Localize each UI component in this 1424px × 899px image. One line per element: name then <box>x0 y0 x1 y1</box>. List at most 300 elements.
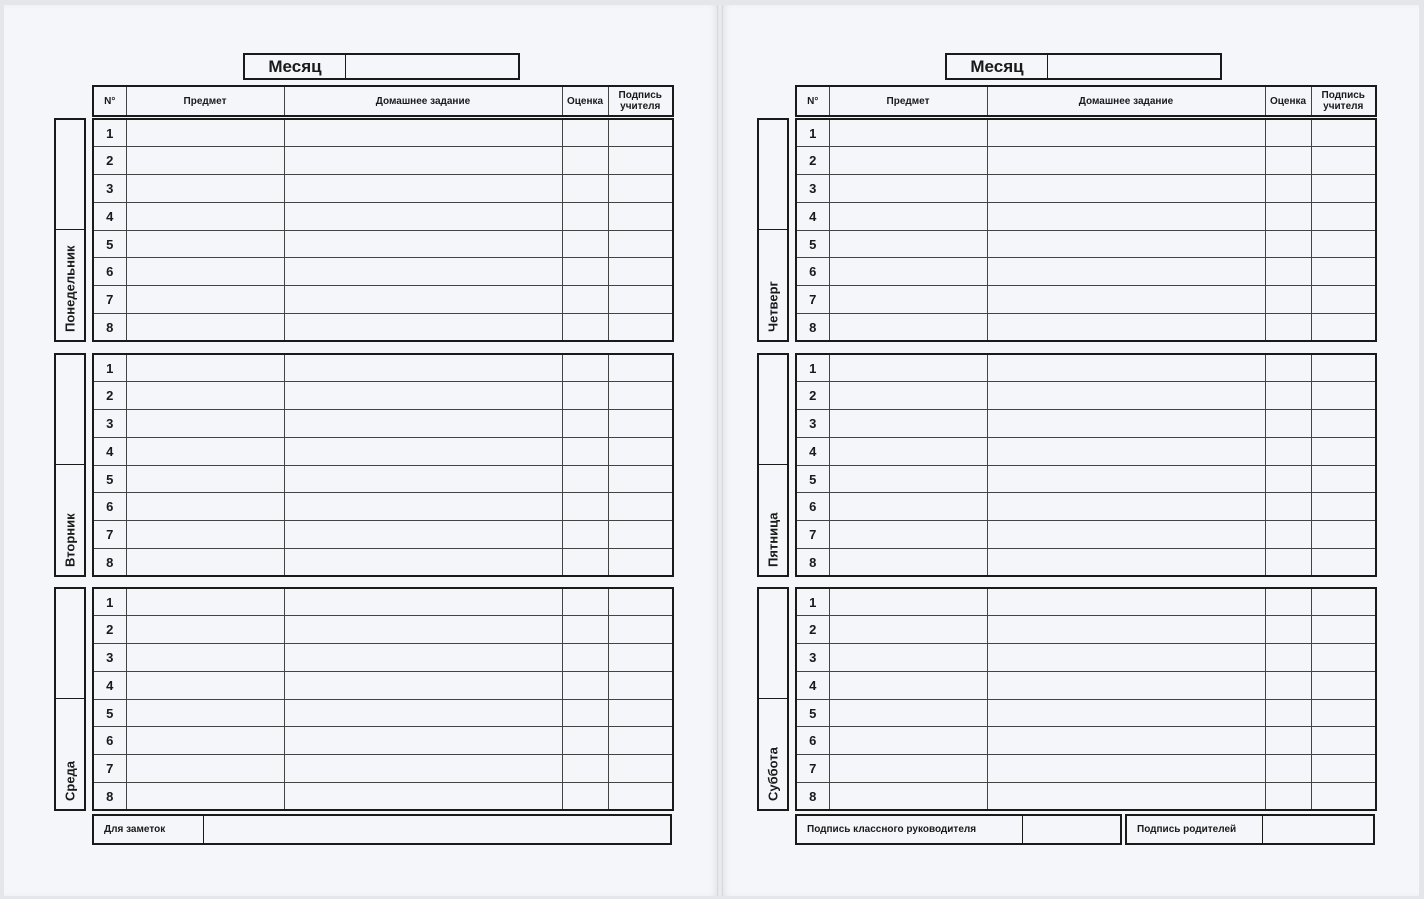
teacher-signature-cell[interactable] <box>608 616 673 644</box>
lesson-row <box>93 314 673 342</box>
lesson-row <box>93 699 673 727</box>
homework-cell[interactable] <box>987 354 1265 382</box>
header-homework: Домашнее задание <box>284 86 562 116</box>
subject-cell[interactable] <box>829 616 987 644</box>
grade-cell[interactable] <box>1265 119 1311 147</box>
subject-cell[interactable] <box>829 175 987 203</box>
homework-cell[interactable] <box>284 175 562 203</box>
homework-cell[interactable] <box>284 258 562 286</box>
lesson-row <box>93 521 673 549</box>
day-name: Пятница <box>765 512 781 567</box>
teacher-signature-cell[interactable] <box>608 382 673 410</box>
lesson-row <box>796 588 1376 616</box>
subject-cell[interactable] <box>829 230 987 258</box>
lesson-number: 6 <box>796 727 829 755</box>
grade-cell[interactable] <box>562 588 608 616</box>
grade-cell[interactable] <box>562 521 608 549</box>
teacher-signature-cell[interactable] <box>608 783 673 811</box>
homework-cell[interactable] <box>284 616 562 644</box>
lesson-number: 3 <box>796 410 829 438</box>
lesson-row <box>796 465 1376 493</box>
teacher-signature-cell[interactable] <box>1311 493 1376 521</box>
grade-cell[interactable] <box>562 549 608 577</box>
day-name: Среда <box>62 760 78 801</box>
teacher-signature-cell[interactable] <box>1311 410 1376 438</box>
lesson-number: 8 <box>93 783 126 811</box>
teacher-signature-cell[interactable] <box>608 119 673 147</box>
class-teacher-signature-field[interactable] <box>1023 816 1120 843</box>
subject-cell[interactable] <box>829 437 987 465</box>
homework-cell[interactable] <box>284 783 562 811</box>
teacher-signature-cell[interactable] <box>1311 465 1376 493</box>
lesson-row <box>93 644 673 672</box>
lesson-number: 7 <box>796 521 829 549</box>
grade-cell[interactable] <box>562 382 608 410</box>
grade-cell[interactable] <box>562 699 608 727</box>
grade-cell[interactable] <box>1265 286 1311 314</box>
grade-cell[interactable] <box>562 616 608 644</box>
homework-cell[interactable] <box>284 521 562 549</box>
teacher-signature-cell[interactable] <box>608 493 673 521</box>
lesson-number: 3 <box>93 175 126 203</box>
homework-cell[interactable] <box>987 437 1265 465</box>
subject-cell[interactable] <box>126 699 284 727</box>
grade-cell[interactable] <box>1265 230 1311 258</box>
lesson-row <box>93 286 673 314</box>
lesson-row <box>93 202 673 230</box>
header-number: N° <box>796 86 829 116</box>
day-tab-thursday <box>757 118 789 342</box>
homework-cell[interactable] <box>987 588 1265 616</box>
grade-cell[interactable] <box>562 437 608 465</box>
teacher-signature-cell[interactable] <box>608 588 673 616</box>
header-teacher-signature: Подпись учителя <box>1311 86 1376 116</box>
lesson-number: 2 <box>796 382 829 410</box>
teacher-signature-cell[interactable] <box>1311 382 1376 410</box>
header-teacher-signature: Подпись учителя <box>608 86 673 116</box>
lesson-number: 1 <box>93 588 126 616</box>
lesson-row <box>93 410 673 438</box>
homework-cell[interactable] <box>987 521 1265 549</box>
homework-cell[interactable] <box>987 727 1265 755</box>
header-number: N° <box>93 86 126 116</box>
day-table-saturday <box>795 587 1377 811</box>
month-label: Месяц <box>245 55 346 78</box>
subject-cell[interactable] <box>829 493 987 521</box>
teacher-signature-cell[interactable] <box>1311 644 1376 672</box>
homework-cell[interactable] <box>284 493 562 521</box>
teacher-signature-cell[interactable] <box>608 230 673 258</box>
tab-divider <box>56 698 84 699</box>
lesson-number: 2 <box>93 147 126 175</box>
lesson-number: 8 <box>796 314 829 342</box>
subject-cell[interactable] <box>829 783 987 811</box>
grade-cell[interactable] <box>1265 410 1311 438</box>
homework-cell[interactable] <box>987 783 1265 811</box>
lesson-number: 1 <box>93 354 126 382</box>
header-subject: Предмет <box>126 86 284 116</box>
subject-cell[interactable] <box>829 258 987 286</box>
teacher-signature-cell[interactable] <box>1311 699 1376 727</box>
grade-cell[interactable] <box>562 230 608 258</box>
teacher-signature-cell[interactable] <box>608 258 673 286</box>
notes-field[interactable] <box>204 816 670 843</box>
lesson-row <box>93 147 673 175</box>
grade-cell[interactable] <box>1265 202 1311 230</box>
lesson-number: 1 <box>93 119 126 147</box>
homework-cell[interactable] <box>987 644 1265 672</box>
subject-cell[interactable] <box>829 147 987 175</box>
grade-cell[interactable] <box>562 727 608 755</box>
teacher-signature-cell[interactable] <box>1311 755 1376 783</box>
subject-cell[interactable] <box>829 644 987 672</box>
lesson-number: 7 <box>93 521 126 549</box>
grade-cell[interactable] <box>1265 521 1311 549</box>
subject-cell[interactable] <box>126 119 284 147</box>
teacher-signature-cell[interactable] <box>608 465 673 493</box>
day-tab-saturday <box>757 587 789 811</box>
grade-cell[interactable] <box>562 354 608 382</box>
homework-cell[interactable] <box>284 549 562 577</box>
teacher-signature-cell[interactable] <box>608 410 673 438</box>
subject-cell[interactable] <box>126 465 284 493</box>
teacher-signature-cell[interactable] <box>1311 783 1376 811</box>
teacher-signature-cell[interactable] <box>608 202 673 230</box>
notebook-spine <box>717 5 723 896</box>
subject-cell[interactable] <box>126 175 284 203</box>
grade-cell[interactable] <box>562 783 608 811</box>
grade-cell[interactable] <box>562 175 608 203</box>
homework-cell[interactable] <box>987 699 1265 727</box>
grade-cell[interactable] <box>1265 588 1311 616</box>
teacher-signature-cell[interactable] <box>608 644 673 672</box>
lesson-number: 5 <box>93 699 126 727</box>
homework-cell[interactable] <box>284 644 562 672</box>
lesson-row <box>93 783 673 811</box>
grade-cell[interactable] <box>1265 382 1311 410</box>
lesson-number: 8 <box>93 549 126 577</box>
lesson-row <box>796 410 1376 438</box>
month-label: Месяц <box>947 55 1048 78</box>
teacher-signature-cell[interactable] <box>1311 727 1376 755</box>
subject-cell[interactable] <box>829 699 987 727</box>
grade-cell[interactable] <box>562 465 608 493</box>
day-table-friday <box>795 353 1377 577</box>
lesson-number: 3 <box>93 410 126 438</box>
tab-divider <box>56 229 84 230</box>
homework-cell[interactable] <box>284 354 562 382</box>
tab-divider <box>759 464 787 465</box>
lesson-row <box>93 354 673 382</box>
grade-cell[interactable] <box>1265 671 1311 699</box>
grade-cell[interactable] <box>1265 493 1311 521</box>
grade-cell[interactable] <box>1265 644 1311 672</box>
homework-cell[interactable] <box>987 258 1265 286</box>
homework-cell[interactable] <box>987 314 1265 342</box>
homework-cell[interactable] <box>987 382 1265 410</box>
lesson-number: 5 <box>93 465 126 493</box>
lesson-row <box>93 616 673 644</box>
teacher-signature-cell[interactable] <box>608 437 673 465</box>
lesson-number: 3 <box>93 644 126 672</box>
subject-cell[interactable] <box>829 588 987 616</box>
teacher-signature-cell[interactable] <box>1311 175 1376 203</box>
grade-cell[interactable] <box>562 410 608 438</box>
lesson-number: 5 <box>796 230 829 258</box>
subject-cell[interactable] <box>829 286 987 314</box>
grade-cell[interactable] <box>562 493 608 521</box>
homework-cell[interactable] <box>284 755 562 783</box>
lesson-row <box>93 437 673 465</box>
day-name: Четверг <box>765 281 781 332</box>
teacher-signature-cell[interactable] <box>1311 230 1376 258</box>
homework-cell[interactable] <box>284 410 562 438</box>
subject-cell[interactable] <box>126 286 284 314</box>
subject-cell[interactable] <box>829 549 987 577</box>
month-input[interactable] <box>1048 55 1220 78</box>
lesson-row <box>93 230 673 258</box>
lesson-number: 1 <box>796 354 829 382</box>
homework-cell[interactable] <box>987 410 1265 438</box>
lesson-number: 8 <box>796 783 829 811</box>
subject-cell[interactable] <box>126 202 284 230</box>
lesson-number: 5 <box>796 699 829 727</box>
subject-cell[interactable] <box>126 493 284 521</box>
day-tab-wednesday <box>54 587 86 811</box>
homework-cell[interactable] <box>987 230 1265 258</box>
grade-cell[interactable] <box>562 119 608 147</box>
subject-cell[interactable] <box>829 465 987 493</box>
homework-cell[interactable] <box>987 286 1265 314</box>
subject-cell[interactable] <box>126 382 284 410</box>
subject-cell[interactable] <box>126 644 284 672</box>
grade-cell[interactable] <box>562 147 608 175</box>
subject-cell[interactable] <box>126 230 284 258</box>
subject-cell[interactable] <box>126 258 284 286</box>
lesson-row <box>93 549 673 577</box>
teacher-signature-cell[interactable] <box>1311 202 1376 230</box>
homework-cell[interactable] <box>987 671 1265 699</box>
homework-cell[interactable] <box>284 382 562 410</box>
homework-cell[interactable] <box>284 286 562 314</box>
parents-signature-field[interactable] <box>1263 816 1373 843</box>
parents-signature-label: Подпись родителей <box>1127 816 1263 843</box>
homework-cell[interactable] <box>987 202 1265 230</box>
teacher-signature-cell[interactable] <box>1311 437 1376 465</box>
day-name: Вторник <box>62 513 78 567</box>
subject-cell[interactable] <box>126 314 284 342</box>
lesson-number: 4 <box>796 671 829 699</box>
lesson-row <box>93 755 673 783</box>
homework-cell[interactable] <box>284 314 562 342</box>
grade-cell[interactable] <box>1265 354 1311 382</box>
lesson-number: 7 <box>93 286 126 314</box>
homework-cell[interactable] <box>987 465 1265 493</box>
class-teacher-signature-label: Подпись классного руководителя <box>797 816 1023 843</box>
subject-cell[interactable] <box>829 410 987 438</box>
grade-cell[interactable] <box>1265 175 1311 203</box>
lesson-row <box>796 699 1376 727</box>
lesson-row <box>796 644 1376 672</box>
grade-cell[interactable] <box>562 202 608 230</box>
grade-cell[interactable] <box>1265 783 1311 811</box>
subject-cell[interactable] <box>829 314 987 342</box>
subject-cell[interactable] <box>126 521 284 549</box>
lesson-row <box>93 258 673 286</box>
teacher-signature-cell[interactable] <box>608 699 673 727</box>
lesson-row <box>796 616 1376 644</box>
subject-cell[interactable] <box>126 354 284 382</box>
homework-cell[interactable] <box>284 465 562 493</box>
lesson-row <box>796 175 1376 203</box>
month-input[interactable] <box>346 55 518 78</box>
teacher-signature-cell[interactable] <box>1311 354 1376 382</box>
subject-cell[interactable] <box>126 588 284 616</box>
grade-cell[interactable] <box>562 755 608 783</box>
homework-cell[interactable] <box>987 755 1265 783</box>
homework-cell[interactable] <box>284 437 562 465</box>
lesson-row <box>796 119 1376 147</box>
homework-cell[interactable] <box>284 202 562 230</box>
grade-cell[interactable] <box>1265 616 1311 644</box>
lesson-number: 6 <box>93 258 126 286</box>
subject-cell[interactable] <box>126 727 284 755</box>
header-grade: Оценка <box>562 86 608 116</box>
lesson-number: 4 <box>796 437 829 465</box>
teacher-signature-cell[interactable] <box>608 671 673 699</box>
teacher-signature-cell[interactable] <box>1311 147 1376 175</box>
lesson-row <box>796 202 1376 230</box>
teacher-signature-cell[interactable] <box>608 175 673 203</box>
grade-cell[interactable] <box>562 314 608 342</box>
lesson-row <box>796 258 1376 286</box>
lesson-row <box>796 783 1376 811</box>
homework-cell[interactable] <box>284 699 562 727</box>
subject-cell[interactable] <box>126 549 284 577</box>
teacher-signature-cell[interactable] <box>1311 549 1376 577</box>
lesson-number: 6 <box>93 493 126 521</box>
teacher-signature-cell[interactable] <box>608 314 673 342</box>
day-name: Понедельник <box>62 245 78 332</box>
grade-cell[interactable] <box>1265 755 1311 783</box>
teacher-signature-cell[interactable] <box>1311 314 1376 342</box>
teacher-signature-cell[interactable] <box>1311 671 1376 699</box>
subject-cell[interactable] <box>126 783 284 811</box>
grade-cell[interactable] <box>562 671 608 699</box>
homework-cell[interactable] <box>284 230 562 258</box>
teacher-signature-cell[interactable] <box>608 727 673 755</box>
lesson-number: 5 <box>93 230 126 258</box>
subject-cell[interactable] <box>126 755 284 783</box>
lesson-row <box>93 175 673 203</box>
grade-cell[interactable] <box>1265 437 1311 465</box>
day-table-wednesday <box>92 587 674 811</box>
homework-cell[interactable] <box>284 671 562 699</box>
lesson-number: 4 <box>93 437 126 465</box>
homework-cell[interactable] <box>284 727 562 755</box>
teacher-signature-cell[interactable] <box>1311 588 1376 616</box>
subject-cell[interactable] <box>829 727 987 755</box>
subject-cell[interactable] <box>829 755 987 783</box>
homework-cell[interactable] <box>987 616 1265 644</box>
teacher-signature-cell[interactable] <box>608 521 673 549</box>
subject-cell[interactable] <box>829 119 987 147</box>
tab-divider <box>56 464 84 465</box>
teacher-signature-cell[interactable] <box>608 354 673 382</box>
teacher-signature-cell[interactable] <box>1311 286 1376 314</box>
grade-cell[interactable] <box>1265 258 1311 286</box>
lesson-number: 8 <box>796 549 829 577</box>
lesson-row <box>796 382 1376 410</box>
grade-cell[interactable] <box>1265 727 1311 755</box>
subject-cell[interactable] <box>126 410 284 438</box>
grade-cell[interactable] <box>1265 465 1311 493</box>
lesson-row <box>796 354 1376 382</box>
teacher-signature-cell[interactable] <box>608 147 673 175</box>
parents-signature-box <box>1125 814 1375 845</box>
lesson-row <box>796 147 1376 175</box>
lesson-number: 3 <box>796 644 829 672</box>
grade-cell[interactable] <box>1265 549 1311 577</box>
month-box-left <box>243 53 520 80</box>
lesson-row <box>796 286 1376 314</box>
lesson-number: 2 <box>796 147 829 175</box>
teacher-signature-cell[interactable] <box>1311 616 1376 644</box>
homework-cell[interactable] <box>284 588 562 616</box>
notes-label: Для заметок <box>94 816 204 843</box>
day-tab-friday <box>757 353 789 577</box>
subject-cell[interactable] <box>829 671 987 699</box>
subject-cell[interactable] <box>126 437 284 465</box>
grade-cell[interactable] <box>562 286 608 314</box>
lesson-number: 7 <box>796 755 829 783</box>
day-table-monday <box>92 118 674 342</box>
homework-cell[interactable] <box>987 147 1265 175</box>
teacher-signature-cell[interactable] <box>1311 258 1376 286</box>
teacher-signature-cell[interactable] <box>1311 521 1376 549</box>
homework-cell[interactable] <box>987 119 1265 147</box>
subject-cell[interactable] <box>126 616 284 644</box>
teacher-signature-cell[interactable] <box>1311 119 1376 147</box>
homework-cell[interactable] <box>987 175 1265 203</box>
lesson-row <box>93 119 673 147</box>
subject-cell[interactable] <box>829 202 987 230</box>
homework-cell[interactable] <box>987 493 1265 521</box>
month-box-right <box>945 53 1222 80</box>
grade-cell[interactable] <box>1265 147 1311 175</box>
header-grade: Оценка <box>1265 86 1311 116</box>
grade-cell[interactable] <box>1265 314 1311 342</box>
subject-cell[interactable] <box>829 354 987 382</box>
homework-cell[interactable] <box>284 147 562 175</box>
grade-cell[interactable] <box>562 644 608 672</box>
lesson-row <box>796 314 1376 342</box>
grade-cell[interactable] <box>1265 699 1311 727</box>
lesson-number: 6 <box>93 727 126 755</box>
subject-cell[interactable] <box>829 382 987 410</box>
subject-cell[interactable] <box>829 521 987 549</box>
homework-cell[interactable] <box>284 119 562 147</box>
homework-cell[interactable] <box>987 549 1265 577</box>
subject-cell[interactable] <box>126 671 284 699</box>
lesson-row <box>796 230 1376 258</box>
teacher-signature-cell[interactable] <box>608 755 673 783</box>
teacher-signature-cell[interactable] <box>608 549 673 577</box>
lesson-number: 1 <box>796 588 829 616</box>
subject-cell[interactable] <box>126 147 284 175</box>
grade-cell[interactable] <box>562 258 608 286</box>
teacher-signature-cell[interactable] <box>608 286 673 314</box>
